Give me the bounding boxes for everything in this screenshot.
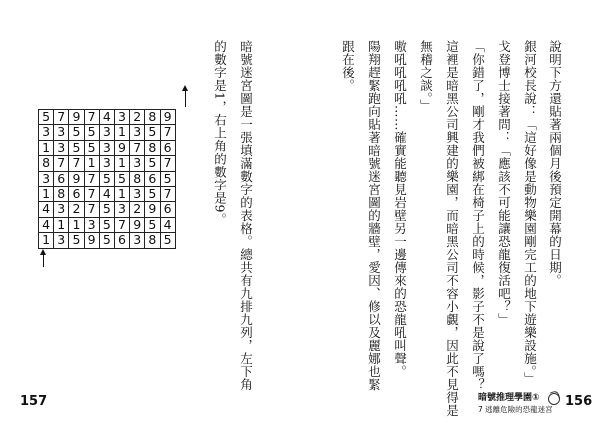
grid-cell: 7 — [160, 125, 175, 140]
grid-cell: 9 — [69, 171, 84, 186]
grid-cell: 9 — [130, 217, 145, 232]
text-column-1: 說明下方還貼著兩個月後預定開幕的日期。 — [547, 40, 563, 287]
grid-cell: 5 — [69, 125, 84, 140]
grid-cell: 5 — [145, 186, 160, 201]
grid-cell: 7 — [54, 156, 69, 171]
grid-cell: 7 — [54, 110, 69, 125]
grid-cell: 2 — [69, 202, 84, 217]
grid-cell: 1 — [69, 217, 84, 232]
grid-cell: 5 — [160, 233, 175, 248]
grid-cell: 8 — [39, 156, 54, 171]
grid-cell: 5 — [39, 110, 54, 125]
grid-cell: 3 — [99, 140, 114, 155]
grid-cell: 8 — [145, 233, 160, 248]
grid-cell: 7 — [84, 110, 99, 125]
grid-cell: 6 — [54, 171, 69, 186]
grid-cell: 5 — [99, 217, 114, 232]
grid-cell: 5 — [114, 171, 129, 186]
grid-cell: 8 — [54, 186, 69, 201]
grid-cell: 1 — [54, 217, 69, 232]
grid-cell: 4 — [39, 217, 54, 232]
grid-cell: 2 — [130, 110, 145, 125]
grid-cell: 5 — [69, 233, 84, 248]
grid-cell: 3 — [84, 217, 99, 232]
grid-row — [39, 186, 176, 201]
grid-row — [39, 110, 176, 125]
grid-cell: 3 — [114, 110, 129, 125]
grid-cell: 4 — [99, 110, 114, 125]
page-number-left: 157 — [20, 394, 48, 409]
grid-cell: 7 — [84, 186, 99, 201]
series-subtitle: 7 逃離危險的恐龍迷宮 — [478, 404, 553, 414]
grid-cell: 7 — [84, 202, 99, 217]
grid-cell: 7 — [84, 171, 99, 186]
grid-row — [39, 202, 176, 217]
grid-row — [39, 156, 176, 171]
grid-cell: 3 — [54, 140, 69, 155]
grid-cell: 5 — [145, 217, 160, 232]
grid-cell: 5 — [160, 171, 175, 186]
grid-cell: 3 — [99, 125, 114, 140]
grid-cell: 7 — [130, 140, 145, 155]
grid-cell: 9 — [145, 202, 160, 217]
text-column-6: 無稽之談。」 — [418, 40, 434, 112]
grid-cell: 3 — [39, 171, 54, 186]
page-number-right: 156 — [565, 394, 593, 409]
grid-cell: 7 — [69, 156, 84, 171]
left-text-column-1: 暗號迷宮圖是一張填滿數字的表格。總共有九排九列，左下角 — [238, 40, 254, 391]
grid-cell: 1 — [114, 125, 129, 140]
grid-cell: 9 — [114, 140, 129, 155]
grid-cell: 9 — [160, 110, 175, 125]
grid-cell: 6 — [145, 171, 160, 186]
grid-cell: 3 — [54, 233, 69, 248]
grid-cell: 6 — [69, 186, 84, 201]
grid-cell: 1 — [84, 156, 99, 171]
grid-cell: 4 — [39, 202, 54, 217]
grid-cell: 3 — [99, 156, 114, 171]
grid-cell: 3 — [54, 125, 69, 140]
series-title: 暗號推理學園① — [478, 393, 540, 403]
grid-row — [39, 171, 176, 186]
grid-cell: 6 — [160, 140, 175, 155]
grid-cell: 1 — [114, 156, 129, 171]
grid-cell: 8 — [145, 140, 160, 155]
grid-cell: 3 — [39, 125, 54, 140]
grid-row — [39, 233, 176, 248]
grid-cell: 9 — [69, 110, 84, 125]
grid-cell: 5 — [145, 156, 160, 171]
grid-row — [39, 140, 176, 155]
text-column-3: 戈登博士接著問：「應該不可能讓恐龍復活吧？」 — [496, 40, 512, 326]
grid-cell: 3 — [130, 125, 145, 140]
grid-cell: 9 — [84, 233, 99, 248]
grid-cell: 8 — [145, 110, 160, 125]
grid-cell: 3 — [130, 233, 145, 248]
grid-cell: 1 — [39, 186, 54, 201]
grid-cell: 6 — [160, 202, 175, 217]
grid-cell: 6 — [114, 233, 129, 248]
grid-cell: 4 — [160, 217, 175, 232]
text-column-9: 跟在後。 — [340, 40, 356, 92]
text-column-4: 「你錯了，剛才我們被綁在椅子上的時候，影子不是說了嗎？ — [470, 40, 486, 391]
grid-cell: 1 — [39, 233, 54, 248]
grid-cell: 5 — [99, 171, 114, 186]
grid-cell: 3 — [114, 202, 129, 217]
grid-cell: 1 — [114, 186, 129, 201]
grid-cell: 7 — [114, 217, 129, 232]
text-column-5: 這裡是暗黑公司興建的樂園，而暗黑公司不容小覷，因此不見得是 — [444, 40, 460, 417]
grid-cell: 7 — [160, 156, 175, 171]
grid-row — [39, 125, 176, 140]
grid-cell: 2 — [130, 202, 145, 217]
grid-cell: 5 — [99, 202, 114, 217]
grid-cell: 3 — [130, 186, 145, 201]
grid-cell: 5 — [84, 140, 99, 155]
grid-cell: 4 — [99, 186, 114, 201]
grid-cell: 5 — [145, 125, 160, 140]
grid-cell: 5 — [99, 233, 114, 248]
text-column-8: 陽翔趕緊跑向貼著暗號迷宮圖的牆壁，愛因、修以及麗娜也緊 — [366, 40, 382, 391]
left-text-column-2: 的數字是1，右上角的數字是9。 — [212, 40, 228, 226]
grid-cell: 3 — [54, 202, 69, 217]
series-logo-icon — [548, 393, 560, 405]
series-label — [478, 393, 553, 414]
number-maze-grid — [38, 109, 176, 249]
grid-cell: 5 — [69, 140, 84, 155]
grid-cell: 7 — [160, 186, 175, 201]
grid-cell: 1 — [39, 140, 54, 155]
text-column-7: 嗷吼吼吼吼……確實能聽見岩壁另一邊傳來的恐龍吼叫聲。 — [392, 40, 408, 378]
grid-row — [39, 217, 176, 232]
grid-cell: 5 — [84, 125, 99, 140]
grid-cell: 3 — [130, 156, 145, 171]
text-column-2: 銀河校長說：「這好像是動物樂園剛完工的地下遊樂設施。」 — [522, 40, 538, 385]
grid-cell: 8 — [130, 171, 145, 186]
